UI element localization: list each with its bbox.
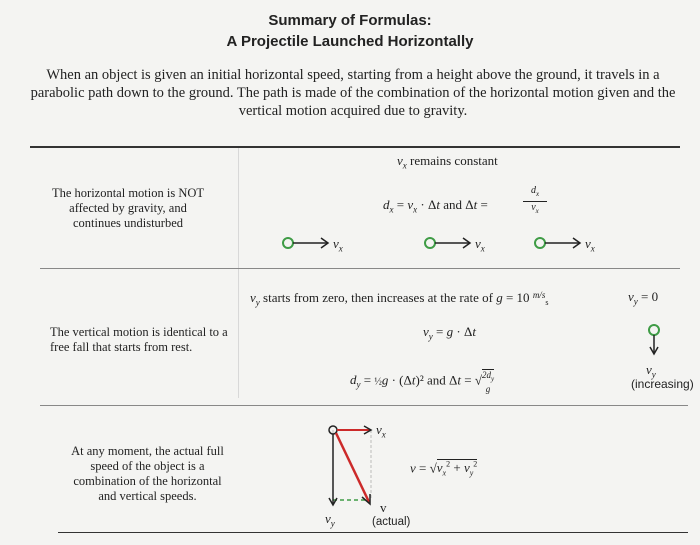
velocity-vector-diagram xyxy=(329,426,371,505)
vertical-side-label: $v_y$ xyxy=(646,362,656,380)
vector-label-vy: $v_y$ xyxy=(325,511,335,529)
arrow-label-vx-3: $v_x$ xyxy=(585,236,595,254)
title-line-2: A Projectile Launched Horizontally xyxy=(226,33,474,50)
arrow-label-vx-2: $v_x$ xyxy=(475,236,485,254)
vertical-description: The vertical motion is identical to a free fall that starts from rest. xyxy=(50,325,228,354)
vector-label-actual: (actual) xyxy=(372,516,411,528)
divider-lower xyxy=(40,405,688,406)
vertical-side-diagram xyxy=(649,325,659,354)
divider-middle xyxy=(40,268,680,269)
vector-label-vx: $v_x$ xyxy=(376,422,386,440)
horizontal-description: The horizontal motion is NOT affected by gravity, and continues undisturbed xyxy=(51,186,205,230)
vector-label-v: v xyxy=(380,500,387,515)
horizontal-arrow-2 xyxy=(425,238,470,248)
combined-description: At any moment, the actual full speed of the object is a combination of the horizontal and vertical speeds. xyxy=(71,444,224,503)
horizontal-arrow-1 xyxy=(283,238,328,248)
horizontal-arrow-3 xyxy=(535,238,580,248)
intro-paragraph: When an object is given an initial horizontal speed, starting from a height above the ground, it travels in a parabolic path down to the ground. The path is made of the combination of the horizontal motion given and the vertical motion acquired due to gravity. xyxy=(30,67,676,119)
arrow-label-vx-1: $v_x$ xyxy=(333,236,343,254)
vertical-side-note: (increasing) xyxy=(631,377,694,391)
title-line-1: Summary of Formulas: xyxy=(268,12,432,29)
divider-bottom xyxy=(58,532,688,533)
